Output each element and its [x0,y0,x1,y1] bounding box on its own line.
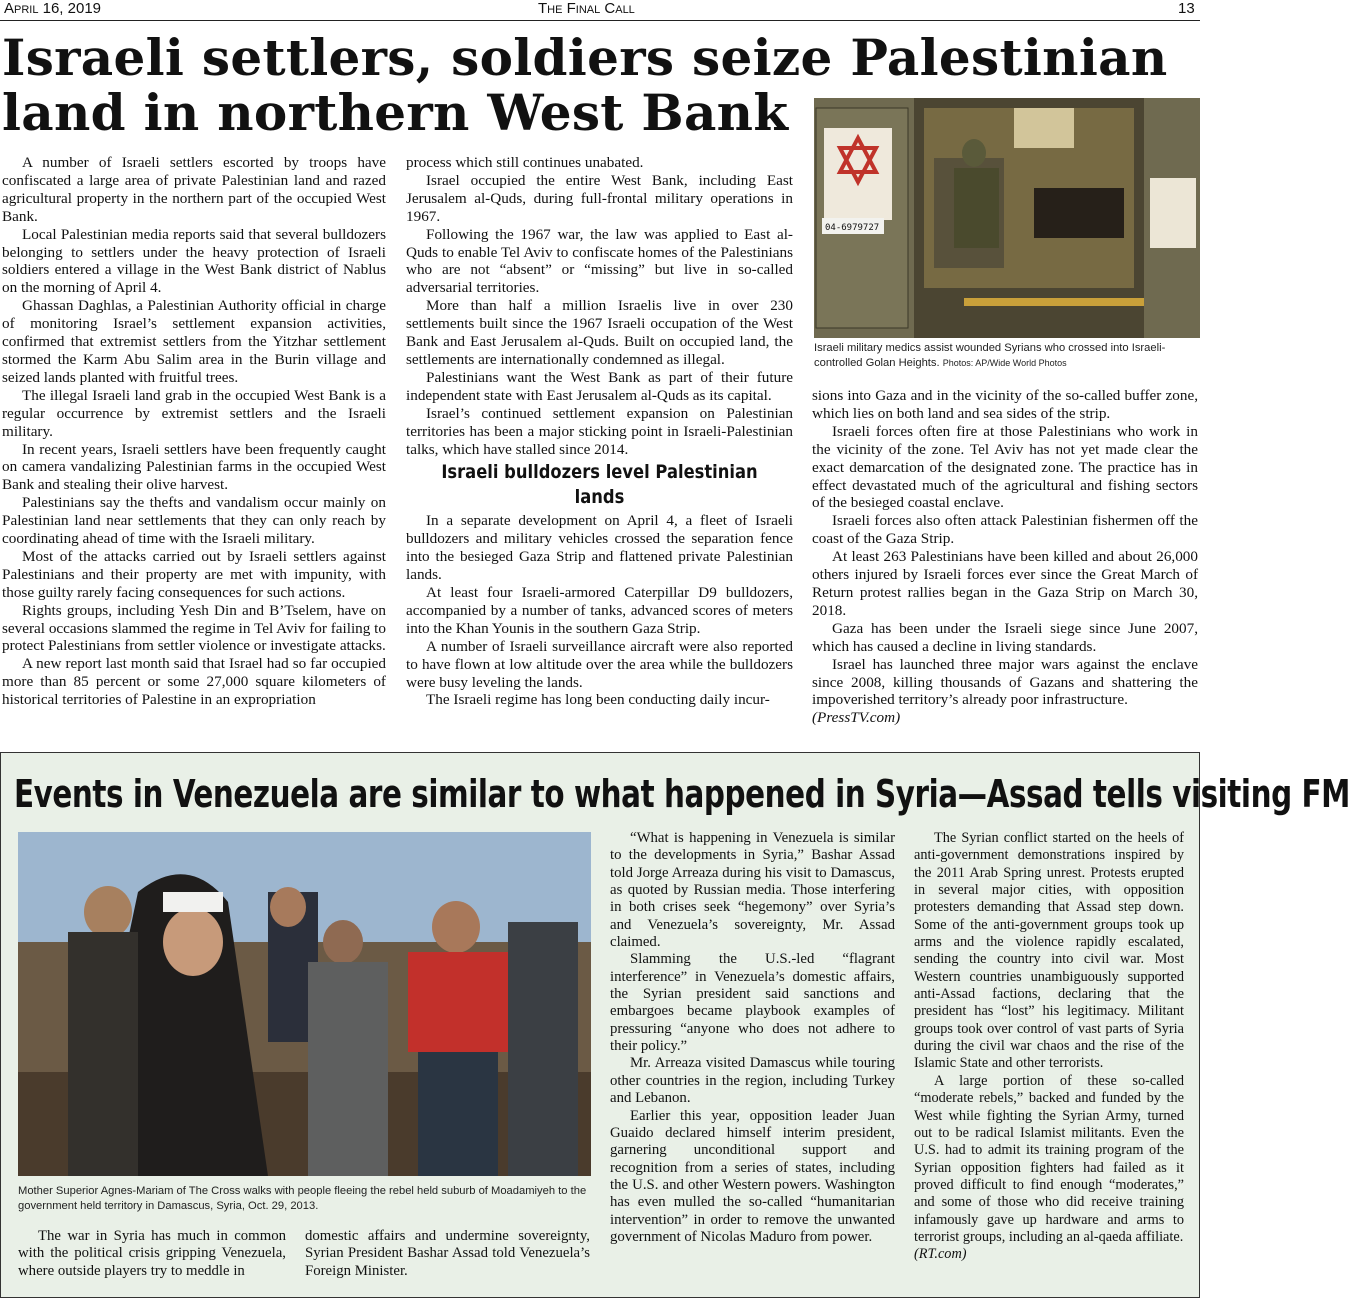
paragraph: The Israeli regime has long been conducting daily incur- [426,691,770,709]
paragraph: A new report last month said that Israel had so far occupied more than 85 percent or some 27,000 square kilometers of historical territories of Palestine in an expropriation [2,655,386,709]
page-number: 13 [1178,0,1195,17]
paragraph: Ghassan Daghlas, a Palestinian Authority official in charge of monitoring Israel’s settlement expansion activities, confirmed that extremist settlers from the Yitzhar settlement stormed the Karm Abu Salim area in the Burin village and seized lands planted with fruitful trees. [2,297,386,386]
paragraph: The Syrian conflict started on the heels of anti-government demonstrations inspired by the 2011 Arab Spring unrest. Protests erupted in several major cities, with opposition protesters demanding that Assad step down. Some of the anti-government groups took up arms and the violence rapidly escalated, sending the country into civil war. Most Western countries unambiguously supported anti-Assad factions, declaring that the president has “lost” his legitimacy. Militant groups took over control of vast parts of Syria during the civil war chaos and the rise of the Islamic State and other terrorists. [914,830,1184,1072]
article2-column-4 [914,830,1184,1264]
paragraph: The illegal Israeli land grab in the occupied West Bank is a regular occurrence by extremist settlers and the Israeli military. [2,386,386,440]
article1-column-2 [406,154,793,709]
paragraph: More than half a million Israelis live in over 230 settlements built since the 1967 Israeli occupation of the West Bank and East Jerusalem al-Quds. Built on occupied land, the settlements are internationally condemned as illegal. [406,297,793,368]
article1-source: (PressTV.com) [812,709,901,727]
article2-headline: Events in Venezuela are similar to what happened in Syria—Assad tells visiting FM [14,772,1350,816]
paragraph: In a separate development on April 4, a fleet of Israeli bulldozers and military vehicles crossed the separation fence into the besieged Gaza Strip and flattened private Palestinian lands. [406,512,793,584]
photo-credit: Photos: AP/Wide World Photos [942,358,1067,368]
caption-text: Israeli military medics assist wounded Syrians who crossed into Israeli-controlled Golan Heights. [814,342,1166,369]
paragraph: Gaza has been under the Israeli siege since June 2007, which has caused a decline in living standards. [812,619,1198,655]
license-plate: 04-6979727 [825,223,880,233]
article1-column-1 [2,154,386,709]
paragraph: Israeli forces also often attack Palestinian fishermen off the coast of the Gaza Strip. [812,512,1198,548]
syria-refugees-photo [18,832,591,1176]
paragraph: “What is happening in Venezuela is similar to the developments in Syria,” Bashar Assad told Jorge Arreaza during his visit to Damascus, as quoted by Russian media. Those interfering in both crises seek “hegemony” over Syria’s and Venezuela’s sovereignty, Mr. Assad claimed. [610,830,895,951]
article1-photo-caption [814,341,1194,371]
article2-photo-caption: Mother Superior Agnes-Mariam of The Cross walks with people fleeing the rebel held suburb of Moadamiyeh to the government held territory in Damascus, Syria, Oct. 29, 2013. [18,1185,587,1212]
paragraph: At least four Israeli-armored Caterpillar D9 bulldozers, accompanied by a number of tanks, advanced scores of meters into the Khan Younis in the southern Gaza Strip. [406,584,793,637]
paragraph: At least 263 Palestinians have been killed and about 26,000 others injured by Israeli forces ever since the Great March of Return protest rallies began in the Gaza Strip on March 30, 2018. [812,548,1198,619]
paragraph: Palestinians say the thefts and vandalism occur mainly on Palestinian land near settlements that they can only reach by coordinating ahead of time with the Israeli military. [2,494,386,548]
issue-date: April 16, 2019 [4,0,102,17]
paragraph: Israel occupied the entire West Bank, including East Jerusalem al-Quds, during full-frontal military operations in 1967. [406,171,793,225]
paragraph: A large portion of these so-called “moderate rebels,” backed and funded by the West while fighting the Syrian Army, turned out to be radical Islamist militants. Even the U.S. had to admit its training program of the Syrian opposition fighters had failed as it proved difficult to find enough “moderates,” and some of those who did receive training infamously gave up hardware and arms to terrorist groups, including an al-qaeda affiliate. [914,1072,1184,1245]
article2-intro-right [305,1228,590,1280]
military-medics-photo [814,98,1200,338]
article2-intro-left [18,1228,286,1280]
article1-column-3 [812,387,1198,727]
crowd-scene-illustration [18,832,591,1176]
paragraph: Earlier this year, opposition leader Juan Guaido declared himself interim president, garnering unconditional support and recognition from a series of states, including the U.S. and other Western powers. Washington has even mulled the so-called “humanitarian intervention” in order to remove the unwanted government of Nicolas Maduro from power. [610,1107,895,1245]
paragraph: A number of Israeli surveillance aircraft were also reported to have flown at low altitude over the area while the bulldozers were busy leveling the lands. [406,637,793,691]
paragraph: Local Palestinian media reports said that several bulldozers belonging to settlers under the heavy protection of Israeli soldiers entered a village in the West Bank district of Nablus on the morning of April 4. [2,225,386,297]
paragraph: Most of the attacks carried out by Israeli settlers against Palestinians and their property are met with impunity, with those guilty rarely facing consequences for such actions. [2,547,386,601]
article2-column-3 [610,830,895,1246]
paragraph: Israel’s continued settlement expansion on Palestinian territories has been a major sticking point in Israeli-Palestinian talks, which have stalled since 2014. [406,404,793,458]
paragraph: domestic affairs and undermine sovereignty, Syrian President Bashar Assad told Venezuela’s Foreign Minister. [305,1228,590,1279]
paragraph: A number of Israeli settlers escorted by troops have confiscated a large area of private Palestinian land and razed agricultural property in the northern part of the occupied West Bank. [2,154,386,225]
page-header [0,0,1200,21]
paragraph: Slamming the U.S.-led “flagrant interference” in Venezuela’s domestic affairs, the Syrian president said sanctions and embargoes became playbook examples of pressuring “anyone who does not adhere to their policy.” [610,951,895,1055]
paragraph: process which still continues unabated. [406,154,644,171]
paragraph: Palestinians want the West Bank as part of their future independent state with East Jerusalem al-Quds as its capital. [406,368,793,404]
publication-name: The Final Call [538,0,635,17]
paragraph: Rights groups, including Yesh Din and B’Tselem, have on several occasions slammed the regime in Tel Aviv for failing to protect Palestinians from settler violence or investigate attacks. [2,601,386,655]
ambulance-scene-illustration [814,98,1200,338]
paragraph: Israeli forces often fire at those Palestinians who work in the vicinity of the zone. Tel Aviv has not yet made clear the exact demarcation of the designated zone. The practice has in effect devastated much of the agricultural and fishing sectors of the besieged coastal enclave. [812,422,1198,512]
paragraph: Mr. Arreaza visited Damascus while touring other countries in the region, including Turkey and Lebanon. [610,1055,895,1107]
article2-source: (RT.com) [914,1246,967,1263]
paragraph: sions into Gaza and in the vicinity of the so-called buffer zone, which lies on both land and sea sides of the strip. [812,387,1198,422]
subheadline: Israeli bulldozers level Palestinian lands [441,461,758,509]
paragraph: Israel has launched three major wars against the enclave since 2008, killing thousands of Gazans and shattering the impoverished territory’s already poor infrastructure. [812,655,1198,709]
paragraph: The war in Syria has much in common with the political crisis gripping Venezuela, where outside players try to meddle in [18,1228,286,1279]
paragraph: Following the 1967 war, the law was applied to East al-Quds to enable Tel Aviv to confiscate homes of the Palestinians who are not “absent” or “missing” but live in so-called adversarial territories. [406,225,793,297]
paragraph: In recent years, Israeli settlers have been frequently caught on camera vandalizing Palestinian farms in the occupied West Bank and stealing their olive harvest. [2,440,386,494]
article1-headline: Israeli settlers, soldiers seize Palestinian land in northern West Bank [2,28,1168,142]
